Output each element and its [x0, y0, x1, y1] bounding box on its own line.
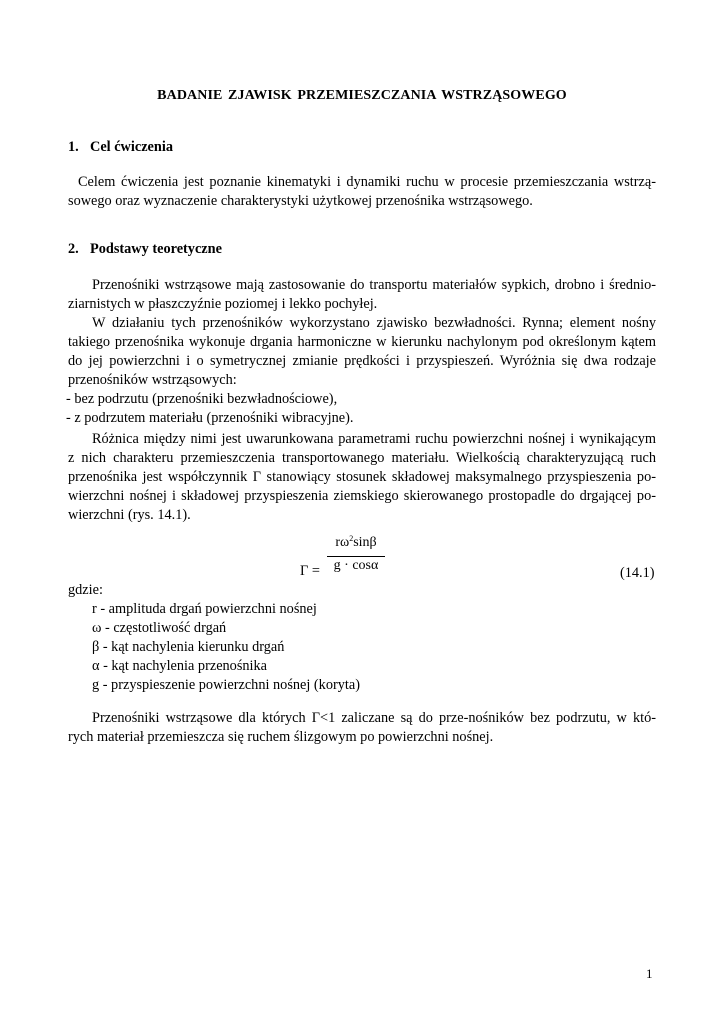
section-2-number: 2. [68, 241, 79, 257]
list-item: - bez podrzutu (przenośniki bezwładnościowe), [66, 391, 338, 407]
section-2-heading [68, 241, 222, 258]
paragraph-line: wierzchni (rys. 14.1). [68, 507, 191, 523]
document-title: BADANIE ZJAWISK PRZEMIESZCZANIA WSTRZĄSOWEGO [157, 88, 567, 103]
paragraph-line: ziarnistych w płaszczyźnie poziomej i lekko pochyłej. [68, 296, 378, 312]
definition-item: r - amplituda drgań powierzchni nośnej [92, 601, 317, 617]
definition-item: ω - częstotliwość drgań [92, 620, 227, 636]
paragraph-line: Różnica między nimi jest uwarunkowana parametrami ruchu powierzchni nośnej i wynikającym [92, 431, 656, 447]
numerator-superscript: 2 [349, 534, 354, 543]
paragraph-line: z nich charakteru przemieszczenia transportowanego materiału. Wielkością charakteryzującą ruch [68, 450, 656, 466]
section-1-number: 1. [68, 139, 79, 155]
paragraph-line: W działaniu tych przenośników wykorzystano zjawisko bezwładności. Rynna; element nośny [92, 315, 656, 331]
page-number: 1 [646, 966, 653, 981]
paragraph-line: sowego oraz wyznaczenie charakterystyki użytkowej przenośnika wstrząsowego. [68, 193, 533, 209]
paragraph-line: do jej powierzchni i o symetrycznej zmianie prędkości i przyspieszeń. Wyróżnia się dwa rodzaje [68, 353, 656, 369]
definition-item: α - kąt nachylenia przenośnika [92, 658, 268, 674]
paragraph-line: rych materiał przemieszcza się ruchem ślizgowym po powierzchni nośnej. [68, 729, 494, 745]
paragraph-line: takiego przenośnika wykonuje drgania harmoniczne w kierunku nachylonym pod określonym kątem [68, 334, 656, 350]
equation-number: (14.1) [620, 565, 655, 581]
definition-item: β - kąt nachylenia kierunku drgań [92, 639, 285, 655]
section-1-title: Cel ćwiczenia [90, 139, 173, 155]
where-label: gdzie: [68, 582, 103, 598]
numerator-part: sinβ [353, 535, 377, 550]
numerator-part: rω [335, 535, 350, 550]
definition-item: g - przyspieszenie powierzchni nośnej (koryta) [92, 677, 360, 693]
formula-denominator: g · cosα [333, 558, 379, 573]
section-2-paragraph-1 [68, 276, 656, 428]
formula-definitions [68, 581, 360, 695]
paragraph-line: Przenośniki wstrząsowe dla których Γ<1 zaliczane są do prze-nośników bez podrzutu, w któ- [92, 710, 656, 726]
fraction-bar [327, 556, 385, 557]
formula-fraction [327, 535, 385, 577]
section-2-paragraph-2 [68, 430, 656, 525]
section-2-title: Podstawy teoretyczne [90, 241, 222, 257]
paragraph-line: wierzchni nośnej i składowej przyspieszenia ziemskiego skierowanego prostopadle do drgającej po- [68, 488, 656, 504]
formula-lhs: Γ = [300, 563, 320, 579]
section-2-paragraph-3 [68, 709, 656, 747]
paragraph-line: przenośnika jest współczynnik Γ stanowiący stosunek składowej maksymalnego przyspieszenia po- [68, 469, 656, 485]
section-1-paragraph [68, 173, 656, 211]
section-1-heading [68, 139, 173, 156]
paragraph-line: Celem ćwiczenia jest poznanie kinematyki i dynamiki ruchu w procesie przemieszczania wstrzą- [78, 174, 656, 190]
paragraph-line: przenośników wstrząsowych: [68, 372, 237, 388]
list-item: - z podrzutem materiału (przenośniki wibracyjne). [66, 410, 354, 426]
paragraph-line: Przenośniki wstrząsowe mają zastosowanie do transportu materiałów sypkich, drobno i średnio- [92, 277, 656, 293]
formula-numerator [327, 535, 385, 554]
